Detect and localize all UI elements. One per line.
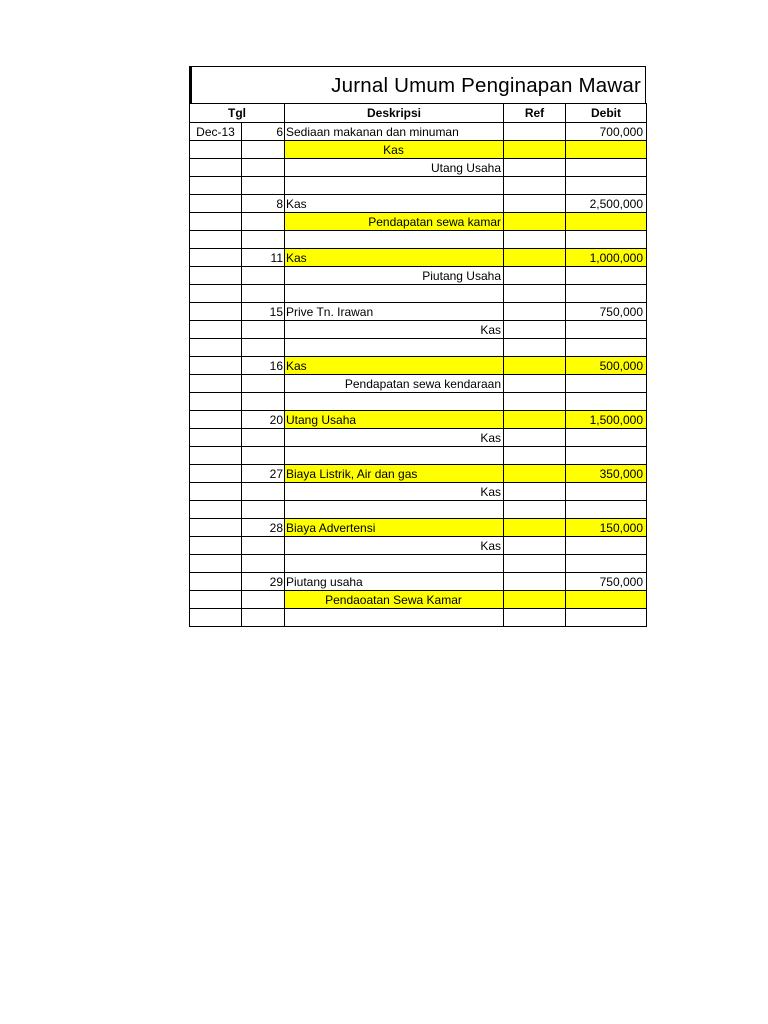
table-row	[190, 285, 647, 303]
cell-debit[interactable]	[566, 555, 647, 573]
cell-debit[interactable]	[566, 483, 647, 501]
cell-description[interactable]: Kas	[285, 195, 504, 213]
cell-ref[interactable]	[504, 465, 566, 483]
cell-ref[interactable]	[504, 591, 566, 609]
cell-day[interactable]	[242, 447, 285, 465]
cell-ref[interactable]	[504, 285, 566, 303]
cell-ref[interactable]	[504, 555, 566, 573]
cell-description[interactable]: Biaya Listrik, Air dan gas	[285, 465, 504, 483]
cell-description[interactable]	[285, 447, 504, 465]
cell-day[interactable]: 20	[242, 411, 285, 429]
cell-ref[interactable]	[504, 303, 566, 321]
cell-day[interactable]: 6	[242, 123, 285, 141]
cell-debit[interactable]: 1,000,000	[566, 249, 647, 267]
cell-day[interactable]	[242, 267, 285, 285]
table-row	[190, 213, 647, 231]
cell-day[interactable]: 15	[242, 303, 285, 321]
table-row	[190, 339, 647, 357]
cell-description[interactable]: Utang Usaha	[285, 411, 504, 429]
table-row	[190, 375, 647, 393]
cell-month[interactable]	[190, 591, 242, 609]
header-row	[190, 104, 647, 123]
cell-day[interactable]	[242, 141, 285, 159]
cell-day[interactable]: 29	[242, 573, 285, 591]
table-row	[190, 321, 647, 339]
cell-day[interactable]	[242, 375, 285, 393]
cell-description[interactable]: Kas	[285, 483, 504, 501]
cell-debit[interactable]	[566, 213, 647, 231]
table-row	[190, 501, 647, 519]
cell-month[interactable]	[190, 303, 242, 321]
cell-day[interactable]: 11	[242, 249, 285, 267]
cell-description[interactable]: Kas	[285, 321, 504, 339]
cell-day[interactable]	[242, 537, 285, 555]
cell-debit[interactable]	[566, 267, 647, 285]
cell-debit[interactable]	[566, 537, 647, 555]
cell-ref[interactable]	[504, 123, 566, 141]
table-row	[190, 195, 647, 213]
cell-debit[interactable]: 750,000	[566, 303, 647, 321]
cell-month[interactable]	[190, 321, 242, 339]
cell-debit[interactable]: 500,000	[566, 357, 647, 375]
cell-description[interactable]: Piutang Usaha	[285, 267, 504, 285]
cell-description[interactable]: Sediaan makanan dan minuman	[285, 123, 504, 141]
cell-month[interactable]	[190, 375, 242, 393]
cell-ref[interactable]	[504, 213, 566, 231]
cell-description[interactable]	[285, 393, 504, 411]
cell-month[interactable]	[190, 429, 242, 447]
table-row	[190, 519, 647, 537]
table-row	[190, 249, 647, 267]
cell-month[interactable]	[190, 519, 242, 537]
header-tgl[interactable]: Tgl	[190, 104, 285, 123]
table-row	[190, 123, 647, 141]
cell-description[interactable]	[285, 339, 504, 357]
table-row	[190, 573, 647, 591]
cell-description[interactable]: Kas	[285, 141, 504, 159]
cell-ref[interactable]	[504, 231, 566, 249]
table-row	[190, 609, 647, 627]
cell-debit[interactable]	[566, 447, 647, 465]
cell-month[interactable]	[190, 537, 242, 555]
header-ref[interactable]: Ref	[504, 104, 566, 123]
cell-month[interactable]	[190, 339, 242, 357]
cell-debit[interactable]: 700,000	[566, 123, 647, 141]
cell-debit[interactable]	[566, 141, 647, 159]
page-title: Jurnal Umum Penginapan Mawar	[189, 66, 646, 103]
cell-month[interactable]	[190, 249, 242, 267]
table-row	[190, 555, 647, 573]
table-row	[190, 447, 647, 465]
cell-month[interactable]	[190, 177, 242, 195]
table-row	[190, 483, 647, 501]
cell-ref[interactable]	[504, 411, 566, 429]
cell-debit[interactable]	[566, 177, 647, 195]
table-row	[190, 141, 647, 159]
cell-day[interactable]	[242, 213, 285, 231]
journal-sheet	[189, 66, 646, 627]
cell-month[interactable]	[190, 141, 242, 159]
cell-ref[interactable]	[504, 573, 566, 591]
cell-month[interactable]	[190, 555, 242, 573]
cell-day[interactable]	[242, 501, 285, 519]
cell-debit[interactable]	[566, 501, 647, 519]
cell-ref[interactable]	[504, 519, 566, 537]
cell-day[interactable]	[242, 483, 285, 501]
cell-debit[interactable]	[566, 375, 647, 393]
cell-month[interactable]	[190, 159, 242, 177]
cell-month[interactable]	[190, 231, 242, 249]
cell-day[interactable]	[242, 591, 285, 609]
table-row	[190, 159, 647, 177]
cell-month[interactable]	[190, 609, 242, 627]
cell-month[interactable]	[190, 483, 242, 501]
cell-month[interactable]	[190, 573, 242, 591]
cell-description[interactable]	[285, 285, 504, 303]
cell-ref[interactable]	[504, 141, 566, 159]
cell-day[interactable]: 8	[242, 195, 285, 213]
cell-debit[interactable]: 2,500,000	[566, 195, 647, 213]
cell-description[interactable]	[285, 177, 504, 195]
cell-month[interactable]	[190, 447, 242, 465]
cell-day[interactable]: 16	[242, 357, 285, 375]
cell-day[interactable]	[242, 429, 285, 447]
cell-month[interactable]	[190, 213, 242, 231]
journal-table	[189, 103, 647, 627]
table-row	[190, 231, 647, 249]
table-row	[190, 267, 647, 285]
cell-ref[interactable]	[504, 537, 566, 555]
cell-day[interactable]	[242, 177, 285, 195]
cell-month[interactable]	[190, 267, 242, 285]
cell-day[interactable]	[242, 339, 285, 357]
cell-debit[interactable]	[566, 339, 647, 357]
cell-description[interactable]: Prive Tn. Irawan	[285, 303, 504, 321]
cell-description[interactable]	[285, 555, 504, 573]
cell-ref[interactable]	[504, 249, 566, 267]
cell-ref[interactable]	[504, 609, 566, 627]
cell-day[interactable]	[242, 231, 285, 249]
header-deskripsi[interactable]: Deskripsi	[285, 104, 504, 123]
cell-ref[interactable]	[504, 321, 566, 339]
cell-debit[interactable]	[566, 609, 647, 627]
cell-description[interactable]: Kas	[285, 537, 504, 555]
table-row	[190, 411, 647, 429]
cell-debit[interactable]: 1,500,000	[566, 411, 647, 429]
table-row	[190, 393, 647, 411]
cell-description[interactable]	[285, 609, 504, 627]
table-row	[190, 591, 647, 609]
cell-debit[interactable]	[566, 159, 647, 177]
table-row	[190, 537, 647, 555]
cell-day[interactable]: 28	[242, 519, 285, 537]
cell-month[interactable]: Dec-13	[190, 123, 242, 141]
cell-debit[interactable]	[566, 285, 647, 303]
cell-debit[interactable]: 150,000	[566, 519, 647, 537]
cell-debit[interactable]	[566, 393, 647, 411]
cell-debit[interactable]: 750,000	[566, 573, 647, 591]
cell-ref[interactable]	[504, 483, 566, 501]
cell-ref[interactable]	[504, 195, 566, 213]
cell-ref[interactable]	[504, 159, 566, 177]
cell-day[interactable]	[242, 555, 285, 573]
cell-debit[interactable]	[566, 231, 647, 249]
cell-description[interactable]: Utang Usaha	[285, 159, 504, 177]
header-debit[interactable]: Debit	[566, 104, 647, 123]
cell-month[interactable]	[190, 393, 242, 411]
cell-ref[interactable]	[504, 375, 566, 393]
cell-description[interactable]: Biaya Advertensi	[285, 519, 504, 537]
cell-month[interactable]	[190, 195, 242, 213]
cell-description[interactable]: Pendapatan sewa kamar	[285, 213, 504, 231]
cell-ref[interactable]	[504, 267, 566, 285]
journal-body	[190, 123, 647, 627]
cell-ref[interactable]	[504, 339, 566, 357]
cell-ref[interactable]	[504, 393, 566, 411]
table-row	[190, 429, 647, 447]
cell-day[interactable]	[242, 393, 285, 411]
cell-description[interactable]: Kas	[285, 249, 504, 267]
cell-month[interactable]	[190, 411, 242, 429]
cell-month[interactable]	[190, 465, 242, 483]
table-row	[190, 177, 647, 195]
cell-month[interactable]	[190, 501, 242, 519]
cell-description[interactable]	[285, 501, 504, 519]
cell-ref[interactable]	[504, 357, 566, 375]
table-row	[190, 357, 647, 375]
cell-day[interactable]	[242, 285, 285, 303]
cell-ref[interactable]	[504, 177, 566, 195]
cell-day[interactable]	[242, 159, 285, 177]
cell-month[interactable]	[190, 357, 242, 375]
cell-description[interactable]: Kas	[285, 357, 504, 375]
cell-debit[interactable]	[566, 429, 647, 447]
table-row	[190, 465, 647, 483]
cell-description[interactable]: Pendapatan sewa kendaraan	[285, 375, 504, 393]
cell-debit[interactable]: 350,000	[566, 465, 647, 483]
cell-day[interactable]: 27	[242, 465, 285, 483]
cell-description[interactable]	[285, 231, 504, 249]
cell-ref[interactable]	[504, 447, 566, 465]
cell-debit[interactable]	[566, 591, 647, 609]
cell-description[interactable]: Piutang usaha	[285, 573, 504, 591]
table-row	[190, 303, 647, 321]
cell-ref[interactable]	[504, 429, 566, 447]
cell-ref[interactable]	[504, 501, 566, 519]
cell-day[interactable]	[242, 321, 285, 339]
cell-description[interactable]: Pendaoatan Sewa Kamar	[285, 591, 504, 609]
cell-day[interactable]	[242, 609, 285, 627]
cell-debit[interactable]	[566, 321, 647, 339]
cell-month[interactable]	[190, 285, 242, 303]
cell-description[interactable]: Kas	[285, 429, 504, 447]
